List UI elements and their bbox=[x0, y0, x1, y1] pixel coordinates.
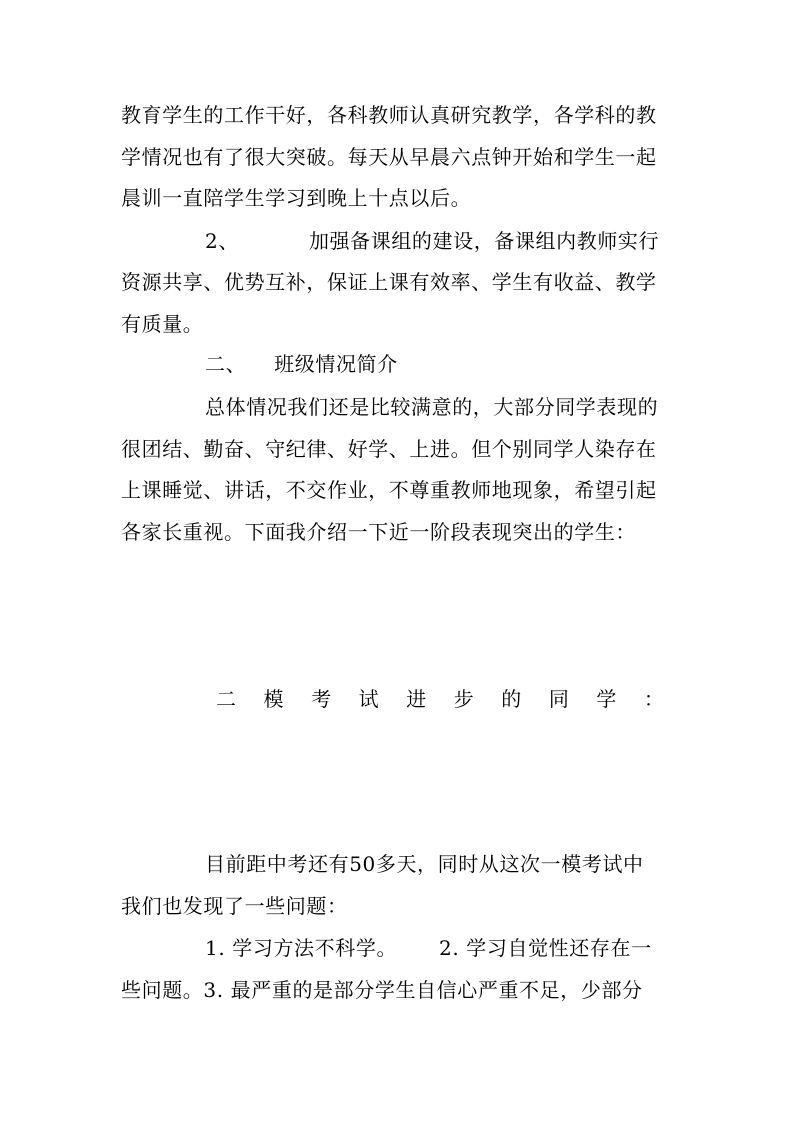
paragraph-line: 上课睡觉、讲话，不交作业，不尊重教师地现象，希望引起 bbox=[121, 478, 657, 502]
list-item-2 bbox=[205, 229, 659, 253]
heading-char: 试 bbox=[358, 687, 379, 711]
heading-char: ： bbox=[643, 687, 664, 711]
heading-char: 模 bbox=[263, 687, 284, 711]
heading-char: 二 bbox=[216, 687, 236, 711]
heading-char: 学 bbox=[596, 687, 617, 711]
paragraph-line: 些问题。3. 最严重的是部分学生自信心严重不足，少部分 bbox=[121, 978, 643, 1002]
list-item-2: 2. 学习自觉性还存在一 bbox=[439, 936, 652, 960]
spread-heading bbox=[216, 687, 664, 711]
heading-char: 同 bbox=[548, 687, 569, 711]
paragraph-line: 学情况也有了很大突破。每天从早晨六点钟开始和学生一起 bbox=[121, 145, 657, 169]
list-item-1: 1. 学习方法不科学。 bbox=[205, 936, 398, 960]
paragraph-line: 我们也发现了一些问题： bbox=[121, 894, 348, 918]
list-number: 2、 bbox=[205, 229, 239, 253]
paragraph-line: 目前距中考还有50多天，同时从这次一模考试中 bbox=[205, 852, 644, 876]
heading-char: 考 bbox=[311, 687, 332, 711]
section-number: 二、 bbox=[205, 352, 247, 376]
paragraph-line: 各家长重视。下面我介绍一下近一阶段表现突出的学生： bbox=[121, 520, 636, 544]
heading-char: 进 bbox=[406, 687, 427, 711]
section-title: 班级情况简介 bbox=[274, 352, 398, 376]
paragraph-line: 总体情况我们还是比较满意的，大部分同学表现的 bbox=[205, 395, 659, 419]
list-line bbox=[205, 936, 652, 960]
paragraph-line: 教育学生的工作干好，各科教师认真研究教学，各学科的教 bbox=[121, 103, 657, 127]
paragraph-line: 资源共享、优势互补，保证上课有效率、学生有收益、教学 bbox=[121, 270, 657, 294]
heading-char: 步 bbox=[453, 687, 474, 711]
list-text: 加强备课组的建设，备课组内教师实行 bbox=[308, 229, 660, 253]
paragraph-line: 有质量。 bbox=[121, 312, 204, 336]
heading-char: 的 bbox=[501, 687, 522, 711]
paragraph-line: 晨训一直陪学生学习到晚上十点以后。 bbox=[121, 186, 472, 210]
paragraph-line: 很团结、勤奋、守纪律、好学、上进。但个别同学人染存在 bbox=[121, 437, 657, 461]
section-heading bbox=[205, 352, 398, 376]
